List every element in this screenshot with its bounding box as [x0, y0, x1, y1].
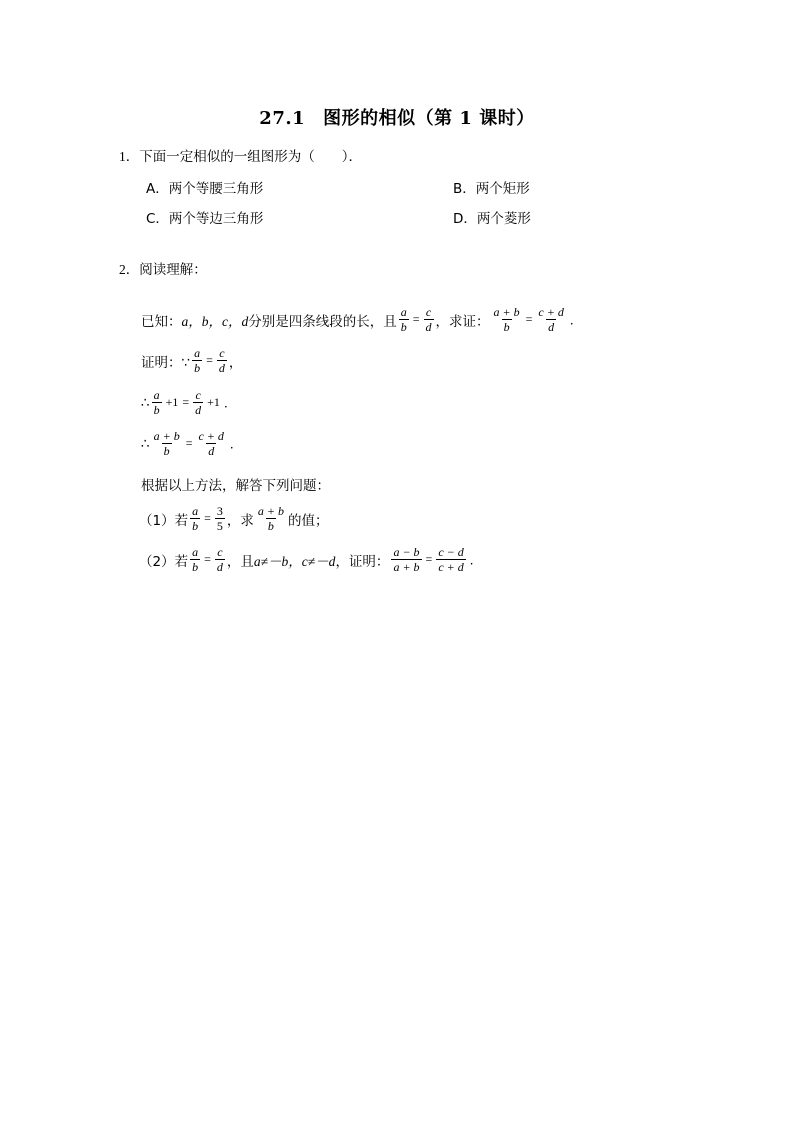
- part-1: （1）若 $\frac{a}{b}$ = $\frac{3}{5}$ ，求 $\frac{a + b}{b}$ 的值；: [139, 504, 329, 533]
- question-2-number: 2．: [119, 262, 140, 277]
- proof-line-2: ∴ $\frac{a}{b}$ +1 = $\frac{c}{d}$ +1 ．: [141, 388, 236, 417]
- fraction-cmd-over-cpd: $\frac{c - d}{c + d}$: [438, 545, 464, 574]
- fraction-3-over-5: $\frac{3}{5}$: [216, 504, 223, 533]
- question-2-stem: [119, 258, 207, 278]
- fraction-apb-over-b: $\frac{a + b}{b}$: [257, 504, 284, 533]
- question-2-text: 阅读理解：: [139, 262, 207, 278]
- fraction-apb-over-b: $\frac{a + b}{b}$: [493, 305, 520, 334]
- title-number: 27.1: [259, 108, 306, 129]
- fraction-a-over-b: $\frac{a}{b}$: [192, 504, 199, 533]
- page-title: [0, 104, 794, 130]
- question-1-text: 下面一定相似的一组图形为（ ）．: [139, 149, 362, 165]
- fraction-c-over-d: $\frac{c}{d}$: [195, 388, 202, 417]
- fraction-a-over-b: $\frac{a}{b}$: [400, 305, 407, 334]
- option-c: C．两个等边三角形: [146, 211, 264, 227]
- proof-line-1: 证明：∵ $\frac{a}{b}$ = $\frac{c}{d}$ ，: [141, 346, 243, 375]
- option-b: B．两个矩形: [453, 181, 530, 197]
- fraction-cpd-over-d: $\frac{c + d}{d}$: [198, 429, 224, 458]
- fraction-c-over-d: $\frac{c}{d}$: [218, 346, 225, 375]
- question-1-number: 1．: [119, 149, 140, 164]
- fraction-cpd-over-d: $\frac{c + d}{d}$: [538, 305, 564, 334]
- fraction-apb-over-b: $\frac{a + b}{b}$: [153, 429, 180, 458]
- given-line: 已知： a，b，c，d 分别是四条线段的长，且 $\frac{a}{b}$ = $\frac{c}{d}$ ，求证： $\frac{a + b}{b}$ = $\frac{c + d}{d}$ ．: [141, 305, 582, 334]
- fraction-c-over-d: $\frac{c}{d}$: [425, 305, 432, 334]
- title-text: 图形的相似（第 1 课时）: [323, 108, 535, 129]
- part-2: （2）若 $\frac{a}{b}$ = $\frac{c}{d}$ ，且 a≠－b，c≠－d ，证明： $\frac{a - b}{a + b}$ = $\frac{c - d}{c + d}$ ．: [139, 545, 482, 574]
- proof-line-3: ∴ $\frac{a + b}{b}$ = $\frac{c + d}{d}$ ．: [141, 429, 242, 458]
- fraction-amb-over-apb: $\frac{a - b}{a + b}$: [393, 545, 420, 574]
- fraction-a-over-b: $\frac{a}{b}$: [194, 346, 201, 375]
- fraction-a-over-b: $\frac{a}{b}$: [153, 388, 160, 417]
- question-1-stem: [119, 145, 362, 165]
- method-line: 根据以上方法，解答下列问题：: [141, 478, 330, 494]
- option-d: D．两个菱形: [453, 211, 531, 227]
- option-a: A．两个等腰三角形: [146, 181, 264, 197]
- fraction-a-over-b: $\frac{a}{b}$: [192, 545, 199, 574]
- fraction-c-over-d: $\frac{c}{d}$: [216, 545, 223, 574]
